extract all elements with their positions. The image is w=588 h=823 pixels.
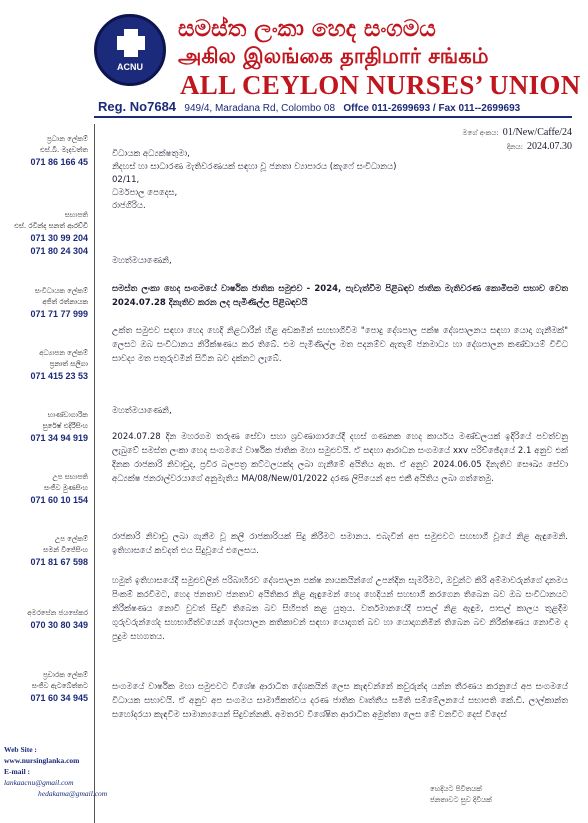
salutation-2: මහත්මයාණෙනි, [112,406,172,416]
addressee-line: ධර්මපාල පෙදෙස, [112,188,178,198]
logo-cross-horizontal [117,36,145,50]
official-phone[interactable]: 070 30 80 349 [30,620,88,630]
subject-line: සමස්ත ලංකා හෙද සංගමයේ වාර්ෂික ජාතික සමුළුව - 2024, පැවැත්වීම පිළිබඳව ජාතික මැතිවරණ කොමිසම සභාව වෙත 2024.07.28 දිනැතිව කරන ලද පැමිණිල්ල පිළිබඳවයි [112,284,568,308]
paragraph-1: උක්ත සමුළුව සඳහා හෙද හෙදි නිළධාරීන් හිළ අඩකමින් සහභාගිවීම "පොදු දේශපාල පක්ෂ දේශපාලනය සඳහා යොදා ගැනීමක්" ලෙසට ඔබ සංවිධානය නිරීක්ෂණය කර තිබේ. එම පැමිණිල්ල මත පදනම්ව ඇතැම් ජනමාධ්‍ය හා දේශපාලන කණ්ඩායම් විවිධ සාවද්‍ය මත පතුරුවමින් සිටින බව දක්නට ලැබේ. [112,326,568,364]
official-entry [4,286,88,321]
addressee-line: නිදහස් හා සාධාරණ මැතිවරණයක් සඳහා වූ ජනතා ව්‍යාපාරය (කැෆේ සංවිධානය) [112,162,397,172]
official-name: සමන් විජේසිංහ [43,546,88,554]
union-logo [94,14,166,86]
ref-value: 01/New/Caffe/24 [502,127,572,138]
slogan-signature [430,784,492,806]
official-entry [4,348,88,383]
date-value: 2024.07.30 [527,141,572,152]
letterhead [0,0,588,112]
email-1[interactable]: lankaacnu@gmail.com [4,778,74,787]
slogan-line: ජනතාවට සුව දිවියක් [430,796,492,804]
official-phone[interactable]: 071 415 23 53 [30,371,88,381]
salutation: මහත්මයාණෙනි, [112,256,172,266]
logo-text: ACNU [117,62,143,72]
official-entry [4,534,88,569]
official-phone[interactable]: 071 60 10 154 [30,495,88,505]
official-name: එස්.බී. මැදවත්ත [40,146,88,154]
official-title: ප්‍රධාන ලේකම් [47,135,88,143]
official-name: සංජීව මුණසිංහ [43,484,88,492]
official-phone[interactable]: 071 34 94 919 [30,433,88,443]
official-entry [4,608,88,632]
official-phone[interactable]: 071 71 77 999 [30,309,88,319]
official-entry [4,210,88,258]
official-entry [4,670,88,705]
contact-block [4,744,108,799]
reference-block [463,126,572,154]
registration-line [98,99,520,114]
addressee-line: 02/11, [112,175,140,185]
official-entry [4,472,88,507]
official-entry [4,134,88,169]
date-label: දිනය: [506,143,523,151]
org-name-sinhala: සමස්ත ලංකා හෙද සංගමය [178,16,436,42]
official-title: අධ්‍යාපන ලේකම් [39,349,88,357]
official-phone[interactable]: 071 80 24 304 [30,246,88,256]
slogan-line: හෙදියට පිවිතයක් [430,785,482,793]
org-name-tamil: அகில இலங்கை தாதிமார் சங்கம் [178,44,489,68]
official-phone[interactable]: 071 30 99 204 [30,233,88,243]
official-name: ප්‍රනාත් සලිගා [49,360,88,368]
paragraph-4: හමුත් ඉතිහාසයේදී සමුළුවලින් පරිබාහිරව දේශපාලන පක්ෂ නායකයින්ගේ උපන්දින සැමරීමට, ඔවුන්ට කිරි අම්මාවරුන්ගේ දානමය පිංකම් කරවීමට, හෙද ජනතාව ජනතාව අයිතිකර නිළ ඇඳුමෙන් හෙද හෙදියන් සහභාගී කරගෙන තිබෙන බව ඔබ සංවිධානයට නිරීක්ෂණය නොවී වුවත් සිදුවී තිබෙන බව සිහිපත් කළ යුතුය. වර්තමානයේදී පාසල් නිළ ඇඳුම, පාසල් කාලය තුළදීම ගුරුවරුන්ගේද සහභාගීත්වයෙන් දේශපාලන කතිකාවන් සඳහා යොදාගත් බව හා යොදාගනිමින් තිබෙන බව නිරීක්ෂණය නොවීම ද පුදුම සහගතය. [112,576,568,642]
official-name: එස්. රවින්ද සනත් ආරච්චි [14,222,88,230]
ref-label: මගේ අංකය: [462,129,499,137]
official-title: ප්‍රචාරක ලේකම් [42,671,88,679]
website[interactable]: Web Site : www.nursinglanka.com [4,745,80,765]
official-title: උප සභාපති [52,473,88,481]
official-title: අමරසේන ජයසේකර [27,609,88,617]
official-title: භාණ්ඩාගාරික [47,411,88,419]
official-name: සුරේෂ් එදිරිසිංහ [42,422,88,430]
official-name: සංජීව ඇටබේත්තට [31,682,88,690]
addressee-line: විධායක අධ්‍යක්ෂතුමා, [112,149,190,159]
paragraph-5: සංගමයේ වාර්ෂික මහා සමුළුවට විශේෂ ආරාධිත දේශකයින් ලෙස කැඳවන්නේ කවුරුන්ද යන්න තීරණය කරනුයේ අප සංගමයේ විධායක සභාවයි. ඒ අනුව අප සංගමය සාමාජිකත්වය දරණ ජාතික වෘත්තීය සමිති සම්මේලනයේ සභාපති කේ.ඩී. ලාල්කාන්ත සහෝදරයා කැඳවීම සාමාන්‍යයෙන් සිදුවන්නකි. අමතරව විශේෂිත ආරාධිත අමුත්තා ලෙස මේ වනවිට දෙස් විදෙස් [112,682,568,720]
official-phone[interactable]: 071 86 166 45 [30,157,88,167]
paragraph-3: රාජකාරි නිවාඩු ලබා ගැනීම වූ කලී රාජකාරියක් සිදු කිරීමට සමානය. එබැවින් අප සමුළුවට සහභාගී වූයේ නිළ ඇඳුමෙනි. ඉතිහාසයේ කවදත් එය සිදුවූයේ එලෙසය. [112,532,568,556]
official-name: අජිත් රත්නායක [42,298,88,306]
official-title: උප ලේකම් [54,535,88,543]
addressee-line: රාජගිරිය. [112,201,146,211]
official-title: සංවිධායක ලේකම් [34,287,88,295]
header-rule [94,116,572,118]
official-title: සභාපති [64,211,88,219]
org-name-english: ALL CEYLON NURSES’ UNION [180,70,581,100]
email-line: E-mail : lankaacnu@gmail.com [4,767,74,787]
official-entry [4,410,88,445]
addressee-block [112,148,396,213]
officials-sidebar [0,124,108,823]
office-phone: Offce 011-2699693 / Fax 011--2699693 [343,103,521,114]
official-phone[interactable]: 071 60 34 945 [30,693,88,703]
reg-number: Reg. No7684 [98,99,177,114]
office-address: 949/4, Maradana Rd, Colombo 08 [184,103,336,114]
official-phone[interactable]: 071 81 67 598 [30,557,88,567]
paragraph-2: 2024.07.28 දින මහරගම තරුණ සේවා සහා ශ්‍රවණාගාරයේදී දහස් ගණනක හෙද කාර්යය මණ්ඩලයක් ඉදිරියේ පවත්වනු ලැබුවේ සමස්ත ලංකා හෙද සංගමයේ වාර්ෂික ජාතික මහා සමුළුවයි. ඒ සඳහා ආරාධන සංගමයේ xxv පරිච්ඡේදයේ 2.1 අනුව එක් දිනක රාජකාරි නිවාඩුද, ප්‍රවිර බලපත්‍ර කට්ටලයක්ද ලබා ගැනීමේ අයිතිය ඇත. ඒ අනුව 2024.06.05 දිනැතිව සෞඛ්‍ය සේවා අධ්‍යක්ෂ ජනරාල්වරයාගේ අනුමැතිය MA/08/New/01/2022 දරණ ලිපියෙන් අප එකී අයිතිය ලබා ගත්තෙමු. [112,432,568,484]
letter-body [104,124,576,823]
email-2[interactable]: hedakama@gmail.com [38,789,108,798]
